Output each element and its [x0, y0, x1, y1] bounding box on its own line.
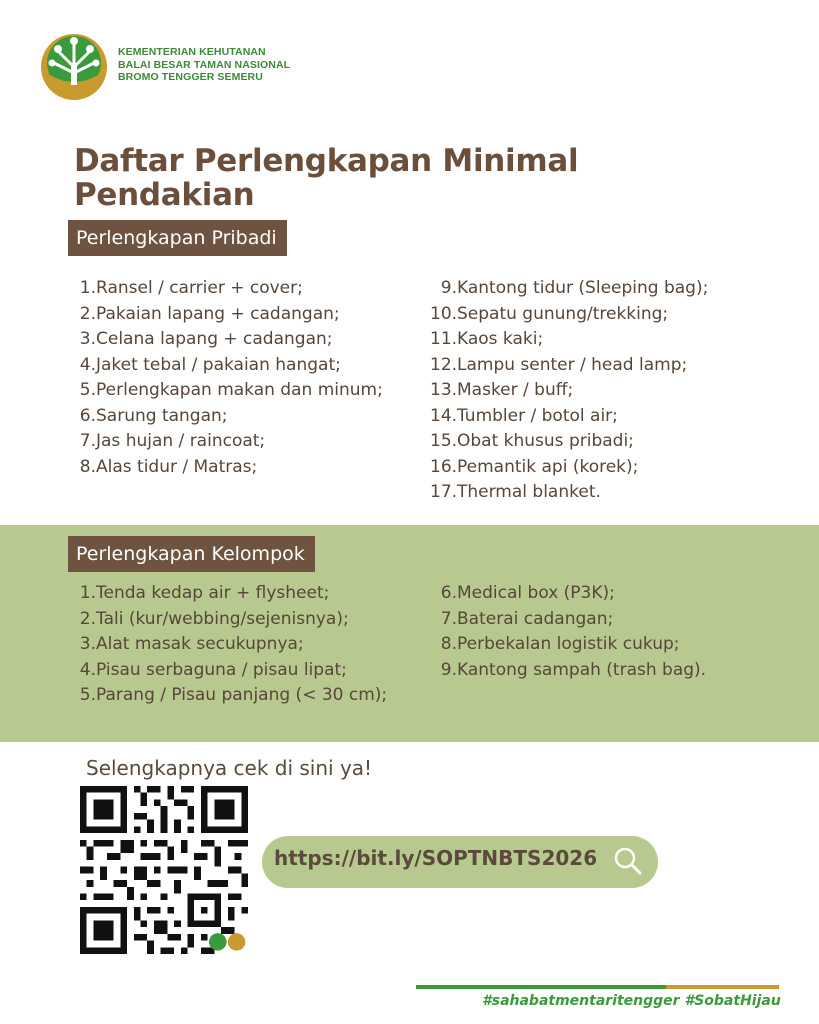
list-item-text: Alat masak secukupnya;: [96, 634, 304, 654]
list-item: [76, 607, 387, 633]
title-line-2: Pendakian: [74, 177, 255, 213]
list-item-number: 10.: [430, 303, 458, 324]
list-item-number: 12.: [430, 354, 458, 375]
list-item: [76, 455, 383, 481]
list-item-number: 2.: [79, 303, 96, 324]
list-item-number: 7.: [440, 608, 457, 629]
list-item-number: 1.: [79, 278, 96, 298]
list-item: [430, 480, 708, 506]
list-item-number: 17.: [430, 482, 458, 502]
title-line-1: Daftar Perlengkapan Minimal: [74, 143, 579, 179]
list-item: [430, 455, 708, 481]
list-item-text: Perbekalan logistik cukup;: [457, 634, 680, 654]
hashtags: #sahabatmentaritengger #SobatHijau: [482, 993, 781, 1009]
list-item-text: Lampu senter / head lamp;: [457, 354, 688, 375]
list-item-text: Perlengkapan makan dan minum;: [96, 380, 383, 400]
personal-heading: Perlengkapan Pribadi: [68, 220, 287, 256]
list-item: [76, 302, 383, 328]
group-heading: Perlengkapan Kelompok: [68, 536, 315, 572]
list-item-text: Kaos kaki;: [457, 329, 544, 349]
list-item-number: 7.: [79, 431, 96, 451]
qr-code[interactable]: [80, 786, 248, 954]
group-list-right: [436, 581, 706, 683]
tree-logo-icon: [40, 33, 108, 101]
list-item-number: 4.: [79, 659, 96, 680]
list-item-text: Kantong tidur (Sleeping bag);: [457, 278, 709, 298]
list-item-number: 6.: [79, 405, 96, 426]
personal-list-right: [430, 276, 708, 506]
list-item-number: 6.: [440, 583, 457, 603]
list-item-number: 5.: [79, 380, 96, 400]
list-item-number: 2.: [79, 608, 96, 629]
list-item-number: 15.: [430, 431, 458, 451]
list-item-number: 9.: [440, 278, 457, 298]
list-item: [76, 353, 383, 379]
org-line-2: BALAI BESAR TAMAN NASIONAL: [118, 58, 291, 71]
list-item: [430, 353, 708, 379]
list-item: [76, 378, 383, 404]
list-item: [436, 658, 706, 684]
list-item: [430, 327, 708, 353]
list-item: [76, 429, 383, 455]
list-item-text: Jaket tebal / pakaian hangat;: [96, 354, 341, 375]
list-item-text: Sarung tangan;: [96, 405, 228, 426]
list-item: [430, 302, 708, 328]
list-item-number: 4.: [79, 354, 96, 375]
list-item-text: Sepatu gunung/trekking;: [457, 303, 669, 324]
list-item-text: Tali (kur/webbing/sejenisnya);: [96, 608, 349, 629]
list-item-text: Thermal blanket.: [457, 482, 601, 502]
list-item-number: 3.: [79, 634, 96, 654]
list-item: [76, 327, 383, 353]
organization-name: [118, 46, 290, 84]
list-item-number: 11.: [430, 329, 458, 349]
list-item-number: 3.: [79, 329, 96, 349]
list-item-number: 14.: [430, 405, 458, 426]
list-item-text: Obat khusus pribadi;: [457, 431, 634, 451]
list-item: [76, 658, 387, 684]
list-item: [436, 632, 706, 658]
list-item-number: 9.: [440, 659, 457, 680]
list-item: [430, 378, 708, 404]
page-title: [74, 144, 694, 212]
list-item-text: Pakaian lapang + cadangan;: [96, 303, 340, 324]
list-item-text: Tumbler / botol air;: [457, 405, 618, 426]
list-item-text: Pemantik api (korek);: [457, 456, 639, 477]
list-item-text: Tenda kedap air + flysheet;: [96, 583, 330, 603]
list-item-text: Alas tidur / Matras;: [96, 456, 258, 477]
list-item-number: 1.: [79, 583, 96, 603]
list-item: [430, 429, 708, 455]
list-item: [76, 683, 387, 709]
list-item: [76, 276, 383, 302]
list-item-text: Kantong sampah (trash bag).: [457, 659, 707, 680]
list-item: [76, 632, 387, 658]
personal-list-left: [76, 276, 383, 480]
list-item-number: 8.: [79, 456, 96, 477]
org-line-3: BROMO TENGGER SEMERU: [118, 71, 263, 83]
list-item-number: 13.: [430, 380, 458, 400]
list-item: [436, 607, 706, 633]
org-line-1: KEMENTERIAN KEHUTANAN: [118, 46, 266, 58]
footer-divider: [416, 985, 779, 989]
list-item-text: Masker / buff;: [457, 380, 574, 400]
list-item: [430, 276, 708, 302]
list-item-text: Pisau serbaguna / pisau lipat;: [96, 659, 347, 680]
more-info-text: Selengkapnya cek di sini ya!: [86, 756, 373, 780]
list-item: [436, 581, 706, 607]
list-item: [430, 404, 708, 430]
list-item-text: Baterai cadangan;: [457, 608, 614, 629]
list-item-text: Parang / Pisau panjang (< 30 cm);: [96, 685, 388, 705]
short-link[interactable]: https://bit.ly/SOPTNBTS2026: [274, 846, 598, 870]
list-item-text: Jas hujan / raincoat;: [96, 431, 266, 451]
list-item: [76, 404, 383, 430]
list-item-number: 8.: [440, 634, 457, 654]
group-list-left: [76, 581, 387, 709]
list-item-number: 16.: [430, 456, 458, 477]
list-item-text: Celana lapang + cadangan;: [96, 329, 333, 349]
list-item-number: 5.: [79, 685, 96, 705]
list-item-text: Ransel / carrier + cover;: [96, 278, 303, 298]
list-item: [76, 581, 387, 607]
list-item-text: Medical box (P3K);: [457, 583, 615, 603]
search-icon[interactable]: [612, 845, 644, 877]
